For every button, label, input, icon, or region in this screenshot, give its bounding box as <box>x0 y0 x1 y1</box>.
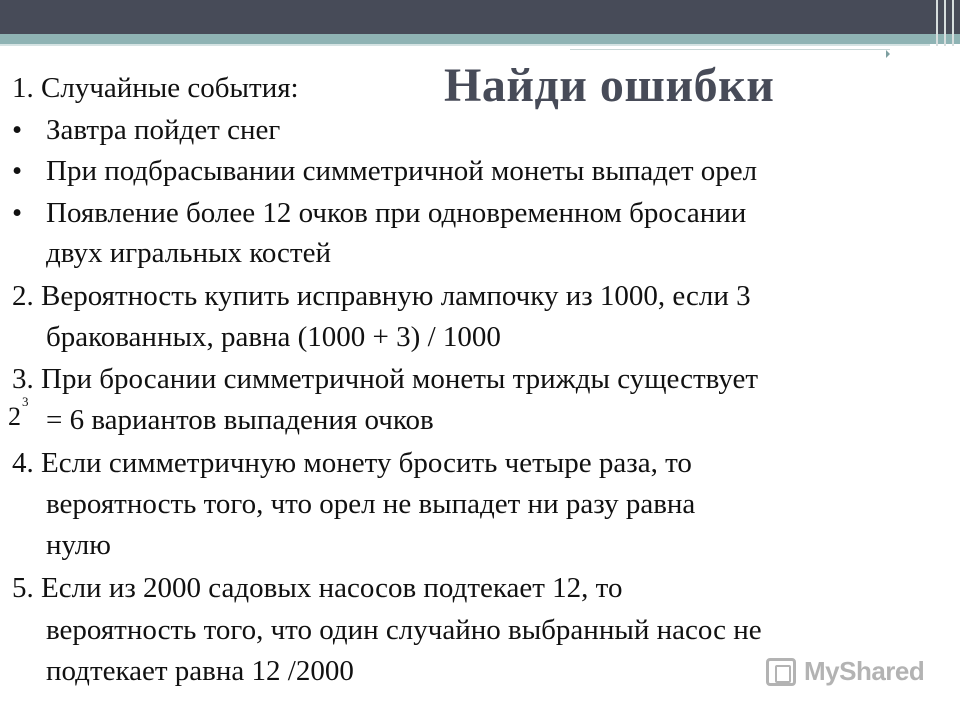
item-5-text: 5. Если из 2000 садовых насосов подтекает 12, то <box>12 572 623 604</box>
item-2-text: 2. Вероятность купить исправную лампочку из 1000, если 3 <box>12 280 751 312</box>
item-5-text-continued: вероятность того, что один случайно выбранный насос не <box>46 614 762 646</box>
item-3-text-continued: = 6 вариантов выпадения очков <box>46 404 434 436</box>
slide-title: Найди ошибки <box>444 59 775 112</box>
power-expression <box>8 394 29 432</box>
bullet-icon: • <box>12 197 23 229</box>
power-base: 2 <box>8 402 21 431</box>
bullet-text: При подбрасывании симметричной монеты выпадет орел <box>46 155 758 187</box>
bullet-text: Появление более 12 очков при одновременном бросании <box>46 197 747 229</box>
item-4-text-continued: вероятность того, что орел не выпадет ни разу равна <box>46 488 696 520</box>
item-1-heading: 1. Случайные события: <box>12 72 299 104</box>
item-5-text-continued: подтекает равна 12 /2000 <box>46 655 354 687</box>
bullet-icon: • <box>12 114 23 146</box>
bullet-text-continued: двух игральных костей <box>46 237 331 269</box>
item-2-text-continued: бракованных, равна (1000 + 3) / 1000 <box>46 321 501 353</box>
power-exponent: 3 <box>22 394 29 409</box>
bullet-icon: • <box>12 155 23 187</box>
watermark-text: MyShared <box>804 656 925 686</box>
bullet-text: Завтра пойдет снег <box>46 114 281 146</box>
item-4-text-continued: нулю <box>46 529 111 561</box>
item-4-text: 4. Если симметричную монету бросить четыре раза, то <box>12 447 692 479</box>
presentation-icon <box>766 658 796 686</box>
item-3-text: 3. При бросании симметричной монеты трижды существует <box>12 363 759 395</box>
myshared-watermark <box>766 654 926 692</box>
